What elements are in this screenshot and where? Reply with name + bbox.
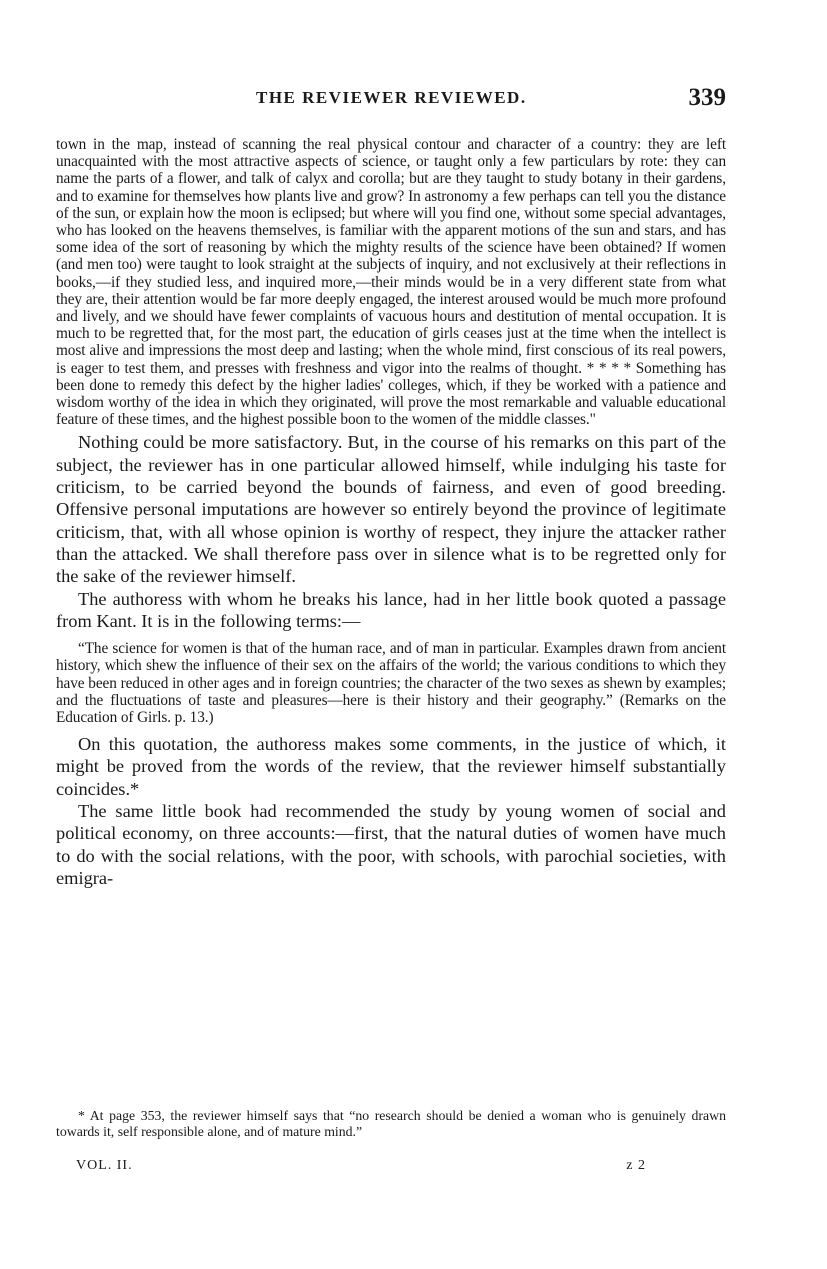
running-title: THE REVIEWER REVIEWED. bbox=[256, 88, 527, 107]
signature-mark: z 2 bbox=[626, 1158, 646, 1173]
page-number: 339 bbox=[688, 84, 726, 111]
body-paragraph: The authoress with whom he breaks his lance, had in her little book quoted a passage from Kant. It is in the following terms:— bbox=[56, 588, 726, 631]
body-paragraph: On this quotation, the authoress makes some comments, in the justice of which, it might be proved from the words of the review, that the reviewer himself substantially coincides.* bbox=[56, 734, 726, 799]
kant-quotation: “The science for women is that of the human race, and of man in particular. Examples drawn from ancient history, which shew the influence of their sex on the affairs of the world; the various conditions to which they have been reduced in other ages and in foreign countries; the character of the two sexes as shewn by examples; and the fluctuations of taste and pleasures—here is their history and their geography.” (Remarks on the Education of Girls. p. 13.) bbox=[56, 640, 726, 726]
body-paragraph: The same little book had recommended the study by young women of social and political economy, on three accounts:—first, that the natural duties of women have much to do with the social relations, with the poor, with schools, with parochial societies, with emigra- bbox=[56, 801, 726, 888]
quoted-passage-continued: town in the map, instead of scanning the real physical contour and character of a country: they are left unacquainted with the most attractive aspects of science, or taught only a few particulars by rote: they can name the parts of a flower, and talk of calyx and corolla; but are they taught to study botany in their gardens, and to examine for themselves how plants live and grow? In astronomy a few perhaps can tell you the distance of the sun, or explain how the moon is eclipsed; but where will you find one, without some special advantages, who has looked on the heavens themselves, is familiar with the apparent motions of the sun and stars, and has some idea of the sort of reasoning by which the mighty results of the science have been obtained? If women (and men too) were taught to look straight at the subjects of inquiry, and not exclusively at their reflections in books,—if they studied less, and inquired more,—their minds would be in a very different state from what they are, their attention would be far more deeply engaged, the interest aroused would be much more profound and lively, and we should have fewer complaints of vacuous hours and destitution of mental occupation. It is much to be regretted that, for the most part, the education of girls ceases just at the time when the intellect is most alive and impressions the most deep and lasting; when the whole mind, first conscious of its real powers, is eager to test them, and presses with freshness and vigor into the realms of thought. * * * * Something has been done to remedy this defect by the higher ladies' colleges, which, if they be worked with a patience and wisdom worthy of the idea in which they originated, will prove the most remarkable and valuable educational feature of these times, and the highest possible boon to the women of the middle classes." bbox=[56, 136, 726, 429]
page-header bbox=[56, 84, 726, 114]
page-footer bbox=[76, 1158, 646, 1180]
footnote: * At page 353, the reviewer himself says that “no research should be denied a woman who is genuinely drawn towards it, self responsible alone, and of mature mind.” bbox=[56, 1108, 726, 1139]
volume-mark: VOL. II. bbox=[76, 1158, 133, 1173]
page-body bbox=[56, 136, 726, 889]
body-paragraph: Nothing could be more satisfactory. But, in the course of his remarks on this part of the subject, the reviewer has in one particular allowed himself, while indulging his taste for criticism, to be carried beyond the bounds of fairness, and even of good breeding. Offensive personal imputations are however so entirely beyond the province of legitimate criticism, that, with all whose opinion is worthy of respect, they injure the attacker rather than the attacked. We shall therefore pass over in silence what is to be regretted only for the sake of the reviewer himself. bbox=[56, 432, 726, 587]
